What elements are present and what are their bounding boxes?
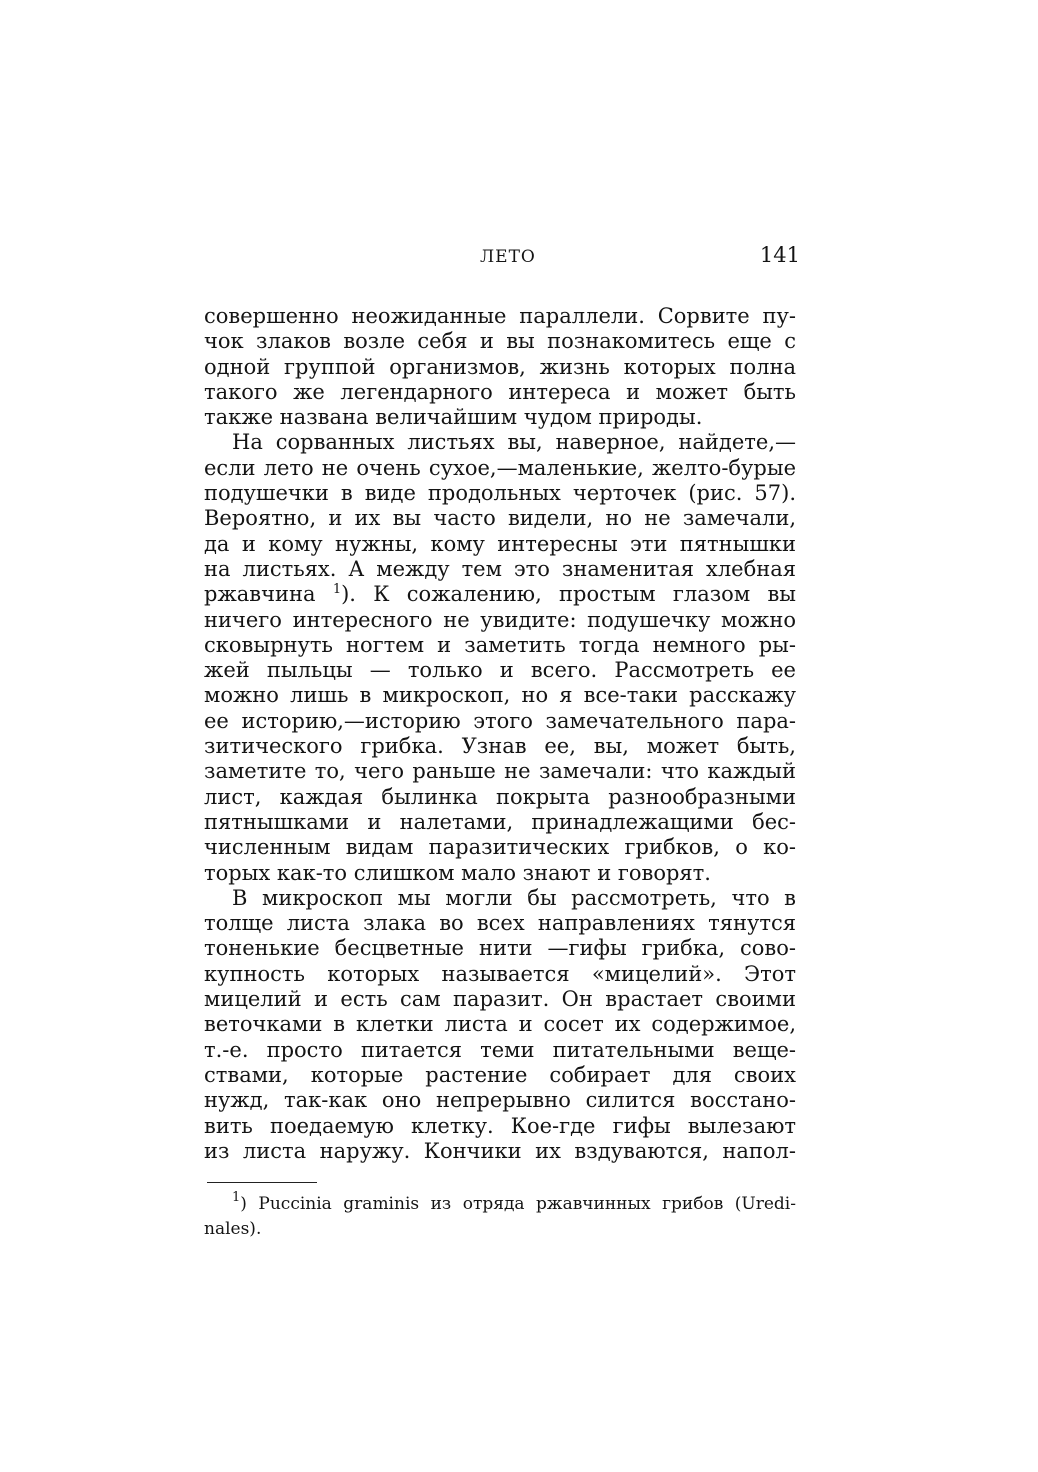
text-line: тоненькие бесцветные нити —гифы грибка, сово-	[204, 936, 796, 961]
text-line: жей пыльцы — только и всего. Рассмотреть ее	[204, 658, 796, 683]
text-line: веточками в клетки листа и сосет их содержимое,	[204, 1012, 796, 1037]
footnote-marker: 1	[232, 1190, 241, 1205]
text-line: численным видам паразитических грибков, о ко-	[204, 835, 796, 860]
text-line: купность которых называется «мицелий». Этот	[204, 961, 796, 986]
text-line: толще листа злака во всех направлениях тянутся	[204, 911, 796, 936]
text-line: на листьях. А между тем это знаменитая хлебная	[204, 556, 796, 581]
running-title: ЛЕТО	[480, 247, 536, 267]
text-line: да и кому нужны, кому интересны эти пятнышки	[204, 531, 796, 556]
footnote-line	[204, 1192, 796, 1217]
text-line: торых как-то слишком мало знают и говорят.	[204, 860, 711, 885]
text-line: одной группой организмов, жизнь которых полна	[204, 354, 796, 379]
footnote-line: nales).	[204, 1219, 262, 1239]
text-line: такого же легендарного интереса и может быть	[204, 379, 796, 404]
text-line: из листа наружу. Кончики их вздуваются, напол-	[204, 1138, 796, 1163]
text-line: чок злаков возле себя и вы познакомитесь еще с	[204, 329, 796, 354]
text-line: сковырнуть ногтем и заметить тогда немного ры-	[204, 632, 796, 657]
text-line: мицелий и есть сам паразит. Он врастает своими	[204, 987, 796, 1012]
text-line: также названа величайшим чудом природы.	[204, 405, 703, 430]
body-text	[204, 304, 796, 1164]
footnote-divider	[207, 1182, 317, 1183]
text-line: подушечки в виде продольных черточек (рис. 57).	[204, 481, 796, 506]
text-line: ствами, которые растение собирает для своих	[204, 1062, 796, 1087]
footnote	[204, 1192, 796, 1242]
page-number: 141	[759, 243, 800, 267]
text-line: ничего интересного не увидите: подушечку можно	[204, 607, 796, 632]
text-line: лист, каждая былинка покрыта разнообразными	[204, 784, 796, 809]
text-line: т.-е. просто питается теми питательными веще-	[204, 1037, 796, 1062]
footnote-ref: 1	[332, 582, 342, 598]
text-line: заметите то, чего раньше не замечали: что каждый	[204, 759, 796, 784]
text-line: зитического грибка. Узнав ее, вы, может быть,	[204, 734, 796, 759]
text-line: пятнышками и налетами, принадлежащими бес-	[204, 809, 796, 834]
footnote-text: ) Puccinia graminis из отряда ржавчинных грибов (Uredi-	[240, 1194, 796, 1214]
text-fragment: ). К сожалению, простым глазом вы	[341, 582, 796, 607]
text-line: совершенно неожиданные параллели. Сорвите пу-	[204, 304, 796, 328]
text-line: нужд, так-как оно непрерывно силится восстано-	[204, 1088, 796, 1113]
text-line: можно лишь в микроскоп, но я все-таки расскажу	[204, 683, 796, 708]
text-line: Вероятно, и их вы часто видели, но не замечали,	[204, 506, 796, 531]
text-line: если лето не очень сухое,—маленькие, желто-бурые	[204, 455, 796, 480]
running-head	[200, 243, 800, 273]
text-line: На сорванных листьях вы, наверное, найдете,—	[232, 430, 796, 455]
text-fragment: ржавчина	[204, 582, 316, 607]
text-line-with-footnote-ref	[204, 582, 796, 607]
text-line: ее историю,—историю этого замечательного пара-	[204, 708, 796, 733]
text-line: В микроскоп мы могли бы рассмотреть, что в	[232, 885, 796, 910]
text-line: вить поедаемую клетку. Кое-где гифы вылезают	[204, 1113, 796, 1138]
